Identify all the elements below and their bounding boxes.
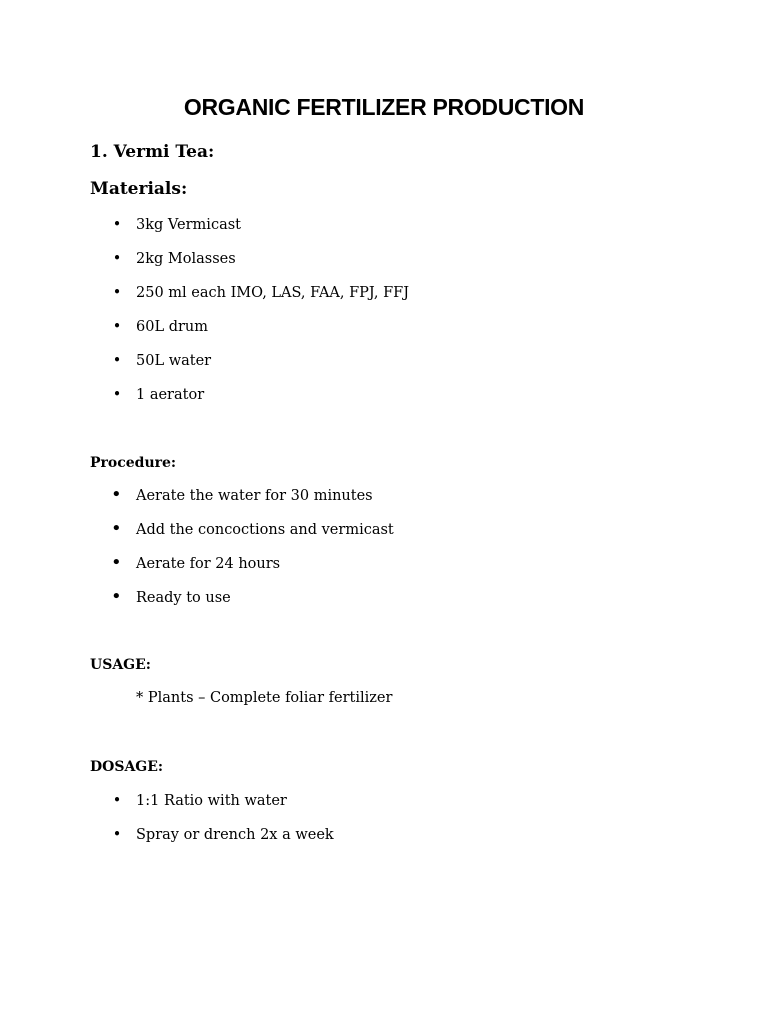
- list-item-text: 2kg Molasses: [136, 251, 236, 267]
- list-item-text: Aerate for 24 hours: [136, 556, 281, 572]
- bullet-icon: •: [112, 251, 122, 267]
- bullet-icon: •: [111, 552, 122, 573]
- materials-list: [0, 215, 409, 419]
- dosage-list: [0, 791, 334, 859]
- procedure-heading: Procedure:: [90, 455, 177, 471]
- list-item-text: Spray or drench 2x a week: [136, 827, 334, 843]
- document-title: ORGANIC FERTILIZER PRODUCTION: [183, 94, 585, 120]
- list-item-text: 3kg Vermicast: [136, 217, 241, 233]
- bullet-icon: •: [112, 827, 122, 843]
- list-item: [0, 554, 394, 588]
- list-item: [0, 825, 334, 859]
- usage-text: * Plants – Complete foliar fertilizer: [136, 690, 393, 706]
- list-item-text: Ready to use: [136, 590, 231, 606]
- bullet-icon: •: [112, 387, 122, 403]
- bullet-icon: •: [111, 586, 122, 607]
- list-item-text: Aerate the water for 30 minutes: [136, 488, 373, 504]
- usage-heading: USAGE:: [90, 657, 151, 673]
- list-item-text: Add the concoctions and vermicast: [136, 522, 394, 538]
- list-item-text: 60L drum: [136, 319, 208, 335]
- list-item-text: 50L water: [136, 353, 212, 369]
- list-item: [0, 520, 394, 554]
- bullet-icon: •: [112, 353, 122, 369]
- bullet-icon: •: [112, 217, 122, 233]
- bullet-icon: •: [112, 793, 122, 809]
- list-item: [0, 249, 409, 283]
- list-item-text: 250 ml each IMO, LAS, FAA, FPJ, FFJ: [136, 285, 410, 301]
- list-item: [0, 791, 334, 825]
- materials-heading: Materials:: [90, 179, 188, 199]
- list-item: [0, 215, 409, 249]
- bullet-icon: •: [111, 518, 122, 539]
- procedure-list: [0, 486, 394, 622]
- list-item: [0, 486, 394, 520]
- list-item-text: 1:1 Ratio with water: [136, 793, 287, 809]
- list-item: [0, 351, 409, 385]
- bullet-icon: •: [112, 319, 122, 335]
- list-item: [0, 588, 394, 622]
- list-item-text: 1 aerator: [136, 387, 205, 403]
- list-item: [0, 317, 409, 351]
- bullet-icon: •: [112, 285, 122, 301]
- list-item: [0, 385, 409, 419]
- bullet-icon: •: [111, 484, 122, 505]
- section-heading: 1. Vermi Tea:: [90, 142, 215, 162]
- dosage-heading: DOSAGE:: [90, 759, 164, 775]
- list-item: [0, 283, 409, 317]
